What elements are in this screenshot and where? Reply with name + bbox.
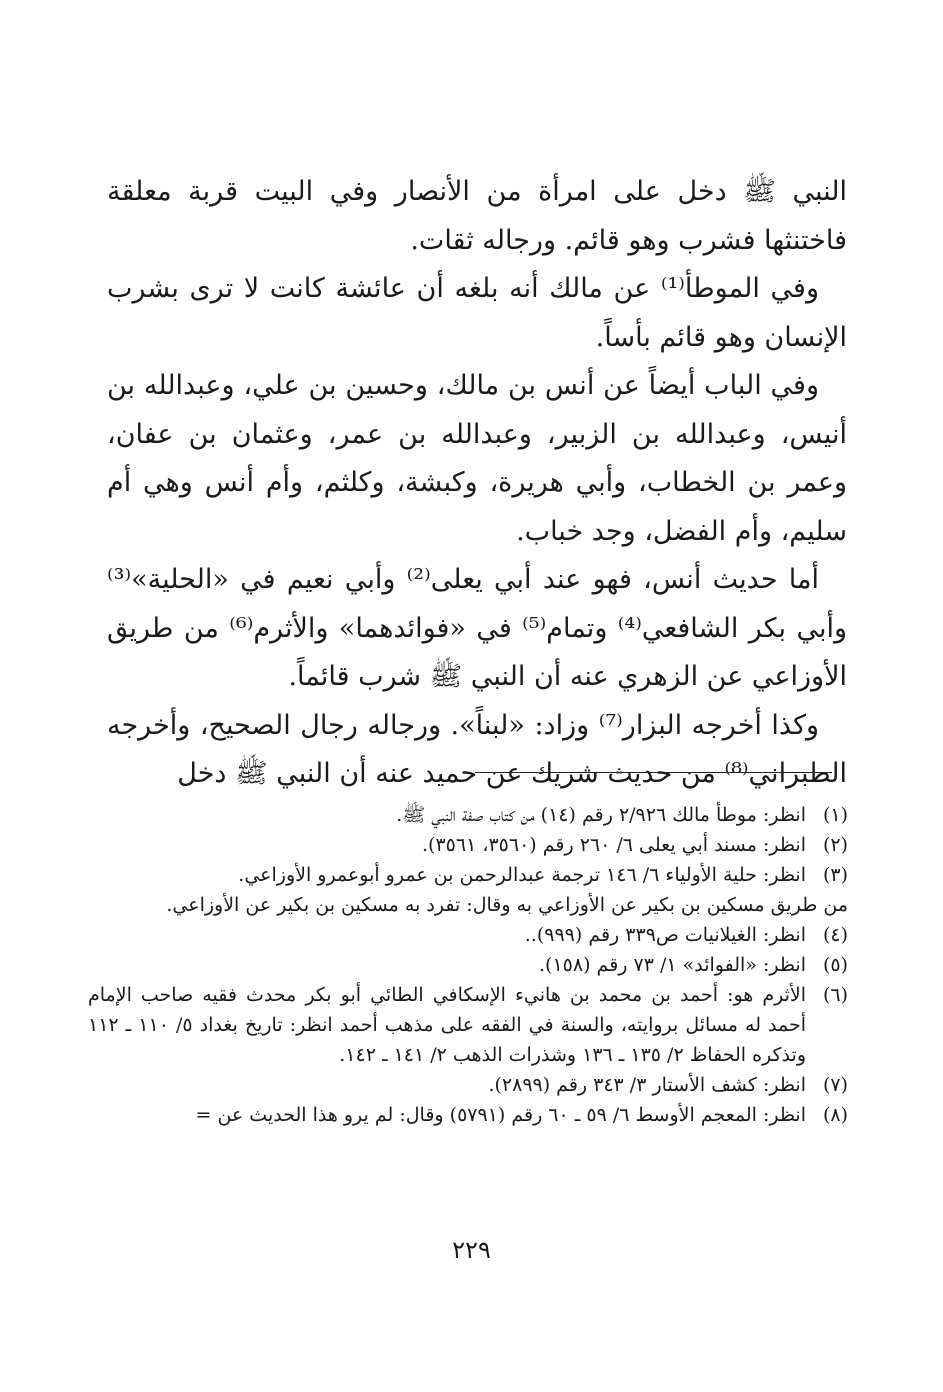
footnote-number: (٢) xyxy=(822,834,848,856)
paragraph: وفي الباب أيضاً عن أنس بن مالك، وحسين بن علي، وعبدالله بن أنيس، وعبدالله بن الزبير، وعبدالله بن عمر، وعثمان بن عفان، وعمر بن الخطاب، وأبي هريرة، وكبشة، وكلثم، وأم أنس وهي أم سليم، وأم الفضل، وجد خباب. xyxy=(107,370,847,547)
paragraph: النبي ﷺ دخل على امرأة من الأنصار وفي البيت قربة معلقة فاختنثها فشرب وهو قائم. ورجاله ثقات. xyxy=(107,176,847,256)
footnote-text: الأثرم هو: أحمد بن محمد بن هانيء الإسكافي الطائي أبو بكر محدث فقيه صاحب الإمام أحمد له مسائل بروايته، والسنة في الفقه على مذهب أحمد انظر: تاريخ بغداد ٥/ ١١٠ ـ ١١٢ وتذكره الحفاظ ٢/ ١٣٥ ـ ١٣٦ وشذرات الذهب ٢/ ١٤١ ـ ١٤٢. xyxy=(88,984,806,1066)
main-text-block xyxy=(107,168,847,799)
footnote-text: انظر: كشف الأستار ٣/ ٣٤٣ رقم (٢٨٩٩). xyxy=(488,1074,806,1096)
footnote-separator xyxy=(475,772,832,773)
footnote-number: (١) xyxy=(822,804,848,826)
paragraph: أما حديث أنس، فهو عند أبي يعلى⁽²⁾ وأبي نعيم في «الحلية»⁽³⁾ وأبي بكر الشافعي⁽⁴⁾ وتمام⁽⁵⁾ في «فوائدهما» والأثرم⁽⁶⁾ من طريق الأوزاعي عن الزهري عنه أن النبي ﷺ شرب قائماً. xyxy=(107,564,848,692)
footnote-text: انظر: مسند أبي يعلى ٦/ ٢٦٠ رقم (٣٥٦٠، ٣٥٦١). xyxy=(422,834,806,856)
paragraph: وكذا أخرجه البزار⁽⁷⁾ وزاد: «لبناً». ورجاله رجال الصحيح، وأخرجه الطبراني⁽⁸⁾ من حديث شريك عن حميد عنه أن النبي ﷺ دخل xyxy=(107,709,847,789)
page-number: ٢٢٩ xyxy=(452,1236,491,1264)
footnote-text: انظر: «الفوائد» ١/ ٧٣ رقم (١٥٨). xyxy=(539,954,806,976)
footnote-number: (٦) xyxy=(822,984,848,1006)
footnote-number: (٣) xyxy=(822,864,848,886)
paragraph: وفي الموطأ⁽¹⁾ عن مالك أنه بلغه أن عائشة كانت لا ترى بشرب الإنسان وهو قائم بأساً. xyxy=(107,273,847,353)
footnotes-block xyxy=(88,800,848,1130)
footnote xyxy=(88,920,848,950)
footnote-continuation: من طريق مسكين بن بكير عن الأوزاعي به وقال: تفرد به مسكين بن بكير عن الأوزاعي. xyxy=(166,894,848,916)
footnote-text: انظر: موطأ مالك ٢/٩٢٦ رقم (١٤) من كتاب صفة النبي ﷺ. xyxy=(396,804,806,826)
footnote-text: انظر: الغيلانيات ص٣٣٩ رقم (٩٩٩).. xyxy=(524,924,806,946)
footnote xyxy=(88,1100,848,1130)
footnote-number: (٥) xyxy=(822,954,848,976)
footnote-number: (٧) xyxy=(822,1074,848,1096)
footnote-text: انظر: حلية الأولياء ٦/ ١٤٦ ترجمة عبدالرحمن بن عمرو أبوعمرو الأوزاعي. xyxy=(238,864,806,886)
footnote xyxy=(88,830,848,860)
footnote-number: (٨) xyxy=(822,1104,848,1126)
footnote xyxy=(88,800,848,830)
footnote xyxy=(88,980,848,1070)
footnote xyxy=(88,1070,848,1100)
footnote-text: انظر: المعجم الأوسط ٦/ ٥٩ ـ ٦٠ رقم (٥٧٩١) وقال: لم يرو هذا الحديث عن = xyxy=(195,1104,806,1126)
footnote xyxy=(88,950,848,980)
footnote xyxy=(88,860,848,890)
footnote-number: (٤) xyxy=(822,924,848,946)
